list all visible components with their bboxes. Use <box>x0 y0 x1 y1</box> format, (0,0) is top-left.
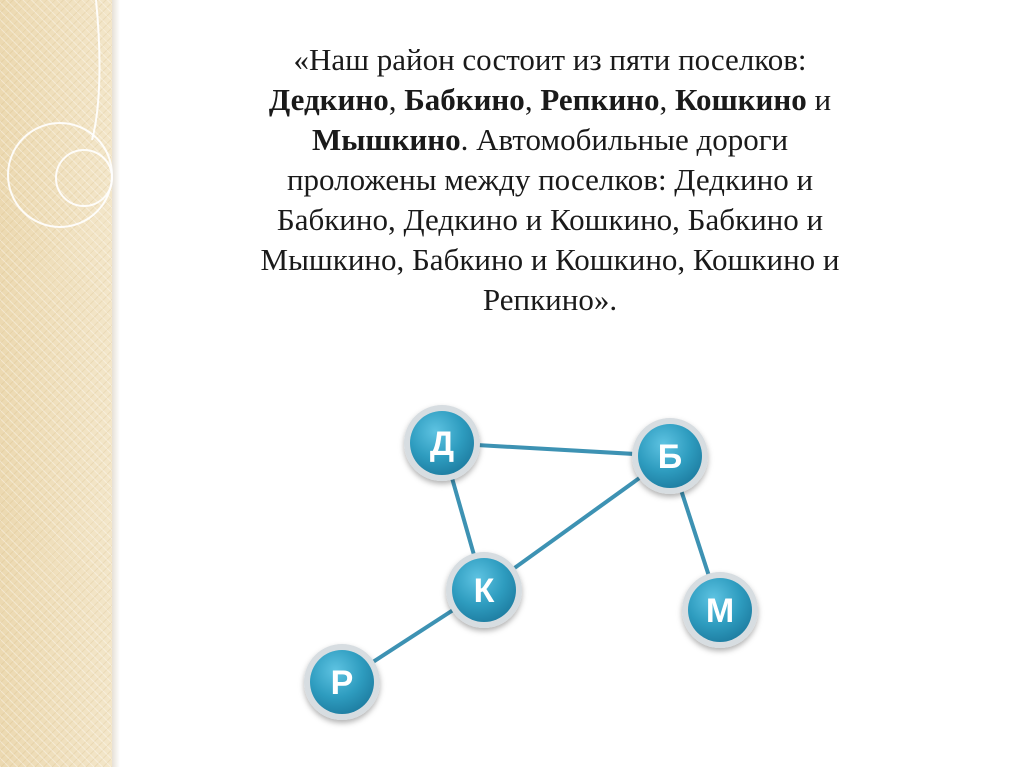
text-segment: , <box>388 82 405 117</box>
node-label: К <box>473 572 495 610</box>
graph-nodes <box>304 405 758 720</box>
node-label: М <box>705 592 735 630</box>
text-segment: «Наш район состоит из пяти поселков: <box>293 42 807 77</box>
text-segment: Мышкино, Бабкино и Кошкино, Кошкино и <box>260 242 840 277</box>
node-label: Б <box>657 438 683 476</box>
text-segment: , <box>524 82 541 117</box>
village-name: Бабкино <box>404 82 525 117</box>
node-D <box>404 405 480 481</box>
node-label: Д <box>429 425 455 463</box>
village-name: Кошкино <box>675 82 807 117</box>
node-B <box>632 418 708 494</box>
text-segment: проложены между поселков: Дедкино и <box>286 162 814 197</box>
node-K <box>446 552 522 628</box>
node-R <box>304 644 380 720</box>
village-name: Мышкино <box>311 122 461 157</box>
text-segment: Бабкино, Дедкино и Кошкино, Бабкино и <box>276 202 824 237</box>
text-segment: и <box>806 82 832 117</box>
node-label: Р <box>330 664 354 702</box>
text-segment: , <box>659 82 676 117</box>
village-name: Репкино <box>540 82 660 117</box>
village-name: Дедкино <box>268 82 389 117</box>
node-M <box>682 572 758 648</box>
text-segment: Репкино». <box>482 282 618 317</box>
text-segment: . Автомобильные дороги <box>460 122 789 157</box>
